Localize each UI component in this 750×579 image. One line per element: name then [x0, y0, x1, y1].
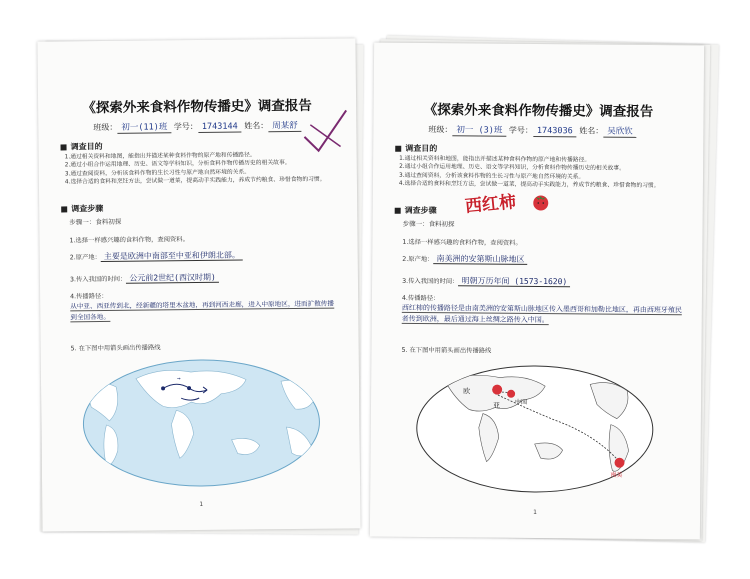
- question-time: [402, 275, 570, 287]
- origin-label: 2.原产地：: [402, 255, 434, 264]
- question-origin: [70, 250, 243, 263]
- tomato-icon: [531, 192, 551, 212]
- purpose-item: 2.通过小组合作运用地理、历史、语文等学科知识，分析食料作物传播历史的相关故事。: [64, 160, 291, 169]
- id-label: 学号：: [173, 122, 198, 132]
- left-report-sheet: [37, 38, 360, 531]
- class-value: 初一 (3)班: [452, 125, 506, 136]
- name-label: 姓名：: [244, 121, 269, 131]
- question-1: 1.选择一样感兴趣的食料作物，查阅资料。: [69, 236, 189, 245]
- name-value: 周某舒: [268, 121, 302, 132]
- map-label-south-america: 南美: [610, 471, 623, 479]
- purpose-item: 4.选择合适的食料和烹饪方法，尝试做一道菜，提高动手实践能力，养成节约粮食、珍惜食物的习惯。: [64, 176, 326, 186]
- page-number: 1: [533, 508, 538, 517]
- purpose-list: [399, 155, 685, 191]
- student-info: [428, 123, 637, 137]
- class-label: 班级：: [93, 122, 118, 133]
- name-label: 姓名：: [579, 126, 604, 136]
- section-purpose-heading: 调查目的: [60, 141, 102, 152]
- right-report-sheet: [370, 43, 704, 540]
- report-title: 《探索外来食料作物传播史》调查报告: [423, 102, 654, 121]
- purpose-item: 3.通过查阅资料，分析该食料作物的生长习性与原产地自然环境的关系。: [64, 169, 251, 178]
- route-answer: 从中亚、西亚传到北，经新疆的塔里木盆地，再到河西走廊，进入中原地区，进而扩散传播到全国各地。: [70, 299, 334, 321]
- world-map: [81, 357, 322, 490]
- question-1: 1.选择一样感兴趣的食料作物，查阅资料。: [402, 238, 522, 247]
- question-origin: [402, 253, 527, 265]
- food-name-stamp: 西红柿: [464, 192, 517, 217]
- class-value: 初一(11)班: [117, 122, 171, 134]
- question-time: [70, 272, 219, 285]
- world-map: [414, 363, 655, 495]
- map-label-asia: 亚: [492, 401, 501, 410]
- route-label: 4.传播路径：: [70, 292, 108, 301]
- origin-answer: 南美洲的安第斯山脉地区: [433, 254, 527, 265]
- purpose-item: 2.通过小组合作运用地理、历史、语文等学科知识，分析食料作物传播历史的相关故事。: [399, 164, 625, 173]
- student-info: [93, 119, 302, 133]
- id-label: 学号：: [508, 125, 533, 135]
- origin-label: 2.原产地：: [69, 254, 101, 262]
- name-value: 吴欣钦: [603, 127, 637, 138]
- map-label-china: 中国: [514, 398, 528, 406]
- section-purpose-heading: 调查目的: [395, 143, 437, 154]
- route-label: 4.传播路径：: [401, 294, 440, 303]
- time-label: 3.传入我国的时间：: [402, 277, 459, 286]
- step-one-label: 步骤一：食料初探: [402, 219, 455, 229]
- purpose-item: 1.通过相关资料和地图，能指出并描述某种食料作物的原产地和传播路径。: [64, 152, 256, 161]
- purpose-list: [65, 151, 339, 187]
- route-answer: 西红柿的传播路径是由南美洲的安第斯山脉地区传入墨西哥和加勒比地区，再由西班牙殖民者传到欧洲，最后通过海上丝绸之路传入中国。: [401, 303, 682, 324]
- time-label: 3.传入我国的时间：: [69, 275, 127, 284]
- time-answer: 公元前2世纪(西汉时期): [126, 273, 219, 284]
- map-label-europe: 欧: [463, 387, 471, 396]
- purpose-item: 3.通过查阅资料，分析该食料作物的生长习性与原产地自然环境的关系。: [398, 172, 585, 181]
- svg-text:→: →: [176, 375, 181, 383]
- purpose-item: 1.通过相关资料和地图，能指出并描述某种食料作物的原产地和传播路径。: [399, 155, 591, 164]
- time-answer: 明朝万历年间 (1573-1620): [458, 276, 570, 287]
- question-5: 5. 在下图中用箭头画出传播路线: [70, 344, 161, 353]
- class-label: 班级：: [428, 125, 453, 135]
- page-number: 1: [199, 500, 204, 509]
- purpose-item: 4.选择合适的食料和烹饪方法，尝试做一道菜，提高动手实践能力，养成节约粮食、珍惜食物的习惯。: [398, 181, 660, 190]
- id-value: 1743144: [198, 122, 242, 133]
- question-5: 5. 在下图中用箭头画出传播路线: [401, 346, 492, 355]
- section-steps-heading: 调查步骤: [395, 205, 437, 216]
- section-steps-heading: 调查步骤: [61, 203, 103, 214]
- teacher-check-mark: [300, 106, 351, 157]
- id-value: 1743036: [533, 126, 577, 137]
- step-one-label: 步骤一：食料初探: [69, 217, 122, 227]
- origin-answer: 主要是欧洲中南部至中亚和伊朗北部。: [101, 251, 243, 262]
- report-title: 《探索外来食料作物传播史》调查报告: [82, 97, 312, 117]
